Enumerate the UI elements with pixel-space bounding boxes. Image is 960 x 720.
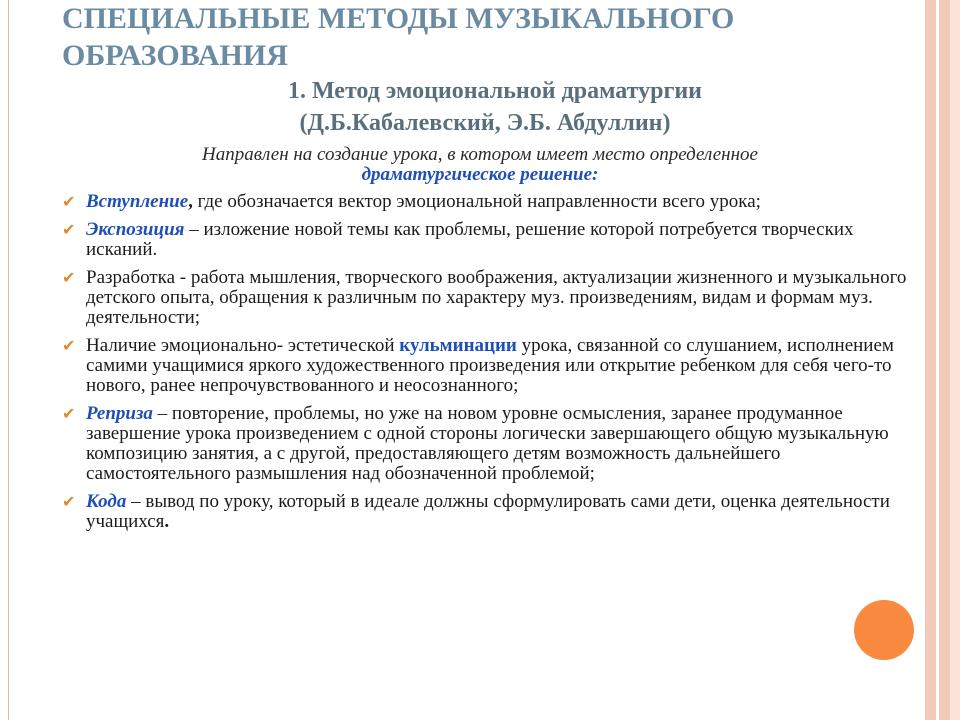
term-repriza: Реприза <box>86 403 153 424</box>
intro-highlight: драматургическое решение: <box>361 164 599 185</box>
method-stage-list <box>62 192 907 540</box>
term-vstuplenie: Вступление <box>86 191 189 212</box>
slide-title <box>62 0 734 74</box>
slide-title-line1: СПЕЦИАЛЬНЫЕ МЕТОДЫ МУЗЫКАЛЬНОГО <box>62 2 735 35</box>
term-ekspozitsiya: Экспозиция <box>86 219 185 240</box>
bullet-text-after: урока, связанной со слушанием, исполнением самими учащимися яркого художественного произведения или открытие ребенком для себя чего-то нового, ранее непрочувствованного и неосознанного; <box>86 335 894 396</box>
subtitle-method: 1. Метод эмоциональной драматургии <box>287 78 703 104</box>
term-koda: Кода <box>86 491 127 512</box>
checkmark-icon: ✔ <box>62 268 76 287</box>
list-item-koda <box>62 492 907 532</box>
decor-orange-circle <box>854 600 914 660</box>
checkmark-icon: ✔ <box>62 192 76 211</box>
list-item-vstuplenie <box>62 192 907 212</box>
term-kulminatsiya: кульминации <box>399 335 517 356</box>
bullet-text-before: Наличие эмоционально- эстетической <box>86 335 400 356</box>
bullet-end: . <box>164 511 170 532</box>
checkmark-icon: ✔ <box>62 220 76 239</box>
intro-text <box>0 145 960 185</box>
list-item-razrabotka <box>62 268 907 328</box>
subtitle-authors: (Д.Б.Кабалевский, Э.Б. Абдуллин) <box>299 110 671 136</box>
checkmark-icon: ✔ <box>62 492 76 511</box>
list-item-kulminatsiya <box>62 336 907 396</box>
list-item-ekspozitsiya <box>62 220 907 260</box>
bullet-text: – повторение, проблемы, но уже на новом уровне осмысления, заранее продуманное завершение урока произведением с одной стороны логически завершающего общую музыкальную композицию занятия, а с другой, предоставляющего детям возможность дальнейшего самостоятельного размышления над обозначенной проблемой; <box>86 403 889 484</box>
list-item-repriza <box>62 404 907 484</box>
checkmark-icon: ✔ <box>62 404 76 423</box>
term-comma: , <box>188 191 193 212</box>
bullet-text: где обозначается вектор эмоциональной направленности всего урока; <box>192 191 761 212</box>
bullet-text: – изложение новой темы как проблемы, решение которой потребуется творческих исканий. <box>86 219 854 260</box>
slide-title-line2: ОБРАЗОВАНИЯ <box>62 39 288 72</box>
checkmark-icon: ✔ <box>62 336 76 355</box>
bullet-text: Разработка - работа мышления, творческого воображения, актуализации жизненного и музыкального детского опыта, обращения к различным по характеру муз. произведениям, видам и формам муз. деятельности; <box>86 267 907 328</box>
bullet-text: – вывод по уроку, который в идеале должны сформулировать сами дети, оценка деятельности учащихся <box>86 491 890 532</box>
intro-line1: Направлен на создание урока, в котором имеет место определенное <box>202 144 758 165</box>
